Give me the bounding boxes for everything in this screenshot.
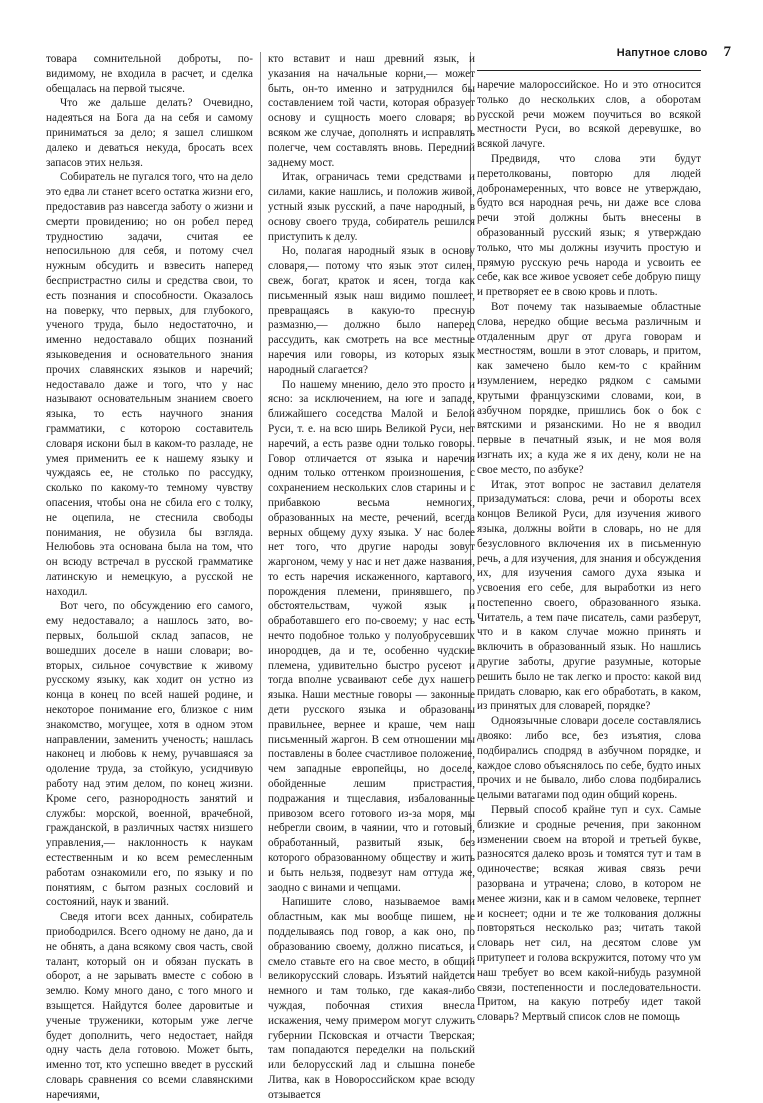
paragraph: кто вставит и наш древний язык, и указания на начальные корни,— может быть, он-то именно и затруднился бы составлением той части, которая образует основу и сущность моего словаря; во всяком же случае, дополнять и исправлять полегче, чем составлять вновь. Передний заднему мост. [268, 53, 475, 169]
text-column-3 [477, 78, 701, 1024]
running-title: Напутное слово [616, 47, 708, 59]
page-number: 7 [723, 44, 731, 60]
paragraph: Напишите слово, называемое вами областным, как мы вообще пишем, не подделываясь под говор, а как оно, по образованию своему, должно писаться, и смело ставьте его на свое место, в общий великорусский словарь. Изъятий найдется немного и там только, где какая-либо чуждая, побочная стихия внесла искажения, чему примером могут служить губернии Псковская и отчасти Тверская; там попадаются переделки на польский или белорусский лад и слышна понебе Литва, как в Новороссийском крае всюду отзывается [268, 896, 475, 1101]
text-column-2 [268, 52, 475, 1101]
paragraph: Вот почему так называемые областные слова, нередко общие весьма различным и отдаленным друг от друга говорам и местностям, вошли в этот словарь, и притом, как замечено было кем-то с крайним изумлением, нередко рядком с самыми крутыми французскими словами, кои, в азбучном порядке, пришлись бок о бок с вятскими и рязанскими. Но не я вводил первые в печатный язык, и не моя воля изгнать их; а куда же я их дену, коли не на свое место, по азбуке? [477, 300, 701, 476]
paragraph: наречие малороссийское. Но и это относится только до нескольких слов, а оборотам русской речи можем поучиться во всякой местности Руси, во всякой деревушке, во всякой лачуге. [477, 79, 701, 151]
paragraph: Собиратель не пугался того, что на дело это едва ли станет всего остатка жизни его, предоставив раз навсегда заботу о жизни и смерти провидению; но он робел перед трудностию задачи, считая ее непосильною для себя, и потому счел нужным обсудить и взвесить наперед беспристрастно силы и средства свои, то есть познания и способности. Оказалось на поверку, что первых, для глубокого, ученого труда, было недостаточно, и именно недоставало общих познаний языковедения и основательного знания прочих славянских языков и наречий; недоставало даже и того, что у нас называют основательным знанием своего языка, то есть научного знания грамматики, с которою составитель словаря искони был в каком-то разладе, не умея применить ее к нашему языку и чуждаясь ее, не столько по рассудку, сколько по какому-то темному чувству опасения, чтобы она не сбила его с толку, не оцепила, не стеснила свободы понимания, не обузила бы взгляда. Нелюбовь эта основана была на том, что он всюду встречал в русской грамматике латинскую и немецкую, а русской не находил. [46, 171, 253, 598]
paragraph: Что же дальше делать? Очевидно, надеяться на Бога да на себя и самому приниматься за дело; я зашел слишком далеко и деваться некуда, бросать всех запасов этих нельзя. [46, 97, 253, 169]
paragraph: Вот чего, по обсуждению его самого, ему недоставало; а нашлось зато, во-первых, большой склад запасов, не вошедших доселе в наши словари; во-вторых, сильное сочувствие к живому русскому языку, как ходит он устно из конца в конец по всей нашей родине, и некоторое понимание его, близкое с ним знакомство, могущее, хотя в одном этом направлении, заменить ученость; нашлась наконец и любовь к нему, ручавшаяся за одоление труда, за стойкую, усидчивую работу над этим делом, по конец жизни. Кроме сего, разнородность занятий и службы: морской, военной, врачебной, гражданской, в различных частях низшего управления,— наклонность к наукам естественным и ко всем ремесленным работам ознакомили его, по языку и по понятиям, с бытом разных сословий и состояний, наук и званий. [46, 600, 253, 909]
paragraph: Итак, этот вопрос не заставил делателя призадуматься: слова, речи и обороты всех концов Великой Руси, для изучения живого языка, должны войти в словарь, но не для безусловного включения их в письменную речь, а для изучения, для знания и обсуждения их, для изучения самого духа языка и усвоения его себе, для выработки из него постепенно своего, образованного языка. Читатель, а тем паче писатель, сами разберут, что и в каком случае можно принять и включить в образованный язык. Но нашлись другие заботы, другие разумные, которые решить было не так легко и просто: какой вид придать словарю, как его обработать, в каком, из принятых для словарей, порядке? [477, 478, 701, 713]
header-rule [477, 70, 701, 71]
paragraph: товара сомнительной доброты, по-видимому, не входила в расчет, и сделка обещалась на первой тысяче. [46, 53, 253, 95]
paragraph: Первый способ крайне туп и сух. Самые близкие и сродные речения, при законном изменении своем на второй и третьей букве, разносятся далеко врозь и томятся тут и там в одиночестве; всякая живая связь речи разорвана и утрачена; слово, в котором не менее жизни, как и в самом человеке, терпнет и коснеет; одни и те же толкования должны повторяться несколько раз; читать такой словарь нет сил, на десятом слове ум притупеет и голова вскружится, потому что ум наш требует во всем какой-нибудь разумной связи, постепенности и последовательности. Притом, на какую потребу идет такой словарь? Мертвый список слов не помощь [477, 804, 701, 1024]
page-header [617, 44, 731, 64]
paragraph: Сведя итоги всех данных, собиратель приободрился. Всего одному не дано, да и не обнять, а дана всякому своя часть, свой талант, который он и обязан пускать в оборот, а не зарывать вместе с собою в землю. Кому много дано, с того много и взыщется. Найдутся более даровитые и ученые труженики, которым уже легче будет дополнить, чего недостает, найдя одну часть дела готовою. Может быть, именно тот, кто успешно введет в русский словарь сравнения со всеми славянскими наречиями, [46, 911, 253, 1101]
paragraph: Но, полагая народный язык в основу словаря,— потому что язык этот силен, свеж, богат, краток и ясен, тогда как письменный язык наш видимо пошлеет, превращаясь в какую-то пресную размазню,— должно было наперед рассудить, как смотреть на все местные наречия или говоры, из которых язык народный слагается? [268, 245, 475, 376]
paragraph: Одноязычные словари доселе составлялись двояко: либо все, без изъятия, слова подбирались сподряд в азбучном порядке, и каждое слово объяснялось по себе, будто иных прочих и не бывало, либо слова подбирались целыми ватагами под один общий корень. [477, 715, 701, 802]
column-divider [260, 52, 261, 978]
paragraph: Итак, ограничась теми средствами и силами, какие нашлись, и положив живой, устный язык русский, а паче народный, в основу своего труда, собиратель решился приступить к делу. [268, 171, 475, 243]
text-column-1 [46, 52, 253, 1101]
paragraph: По нашему мнению, дело это просто и ясно: за исключением, на юге и западе, ближайшего соседства Малой и Белой Руси, т. е. на всю ширь Великой Руси, нет наречий, а есть разве одни только говоры. Говор отличается от языка и наречия одним только оттенком произношения, с сохранением нескольких слов старины и с прибавкою весьма немногих, образованных на месте, речений, всегда верных общему духу языка. У нас более нет того, что другие народы зовут жаргоном, чему у нас и нет даже названия, то есть наречия искаженного, картавого, порождения племени, принявшего, по обстоятельствам, чужой язык и обработавшего его по-своему; у нас есть нечто подобное только у полуобрусевших инородцев, да и те, особенно чудские племена, удивительно быстро русеют и тогда вполне усваивают себе дух нашего языка. Наши местные говоры — законные дети русского языка и образованы правильнее, вернее и краше, чем наш письменный жаргон. В сем отношении мы поставлены в более счастливое положение, чем западные европейцы, но доселе, обойденные лешим пристрастия, подражания и тщеславия, избалованные привозом всего готового из-за моря, мы небрегли своим, в чаянии, что и готовый, обработанный, развитый язык, без которого образованному обществу и жить и быть нельзя, подвезут нам оттуда же, заодно с винами и чепцами. [268, 378, 475, 894]
paragraph: Предвидя, что слова эти будут перетолкованы, повторю для людей добронамеренных, что вовсе не утверждаю, будто вся народная речь, ни даже все слова речи этой должны быть внесены в образованный русский язык; я утверждаю только, что мы должны изучить простую и прямую русскую речь народа и усвоить ее себе, как все живое усвояет себе добрую пищу и претворяет ее в свою кровь и плоть. [477, 152, 701, 299]
